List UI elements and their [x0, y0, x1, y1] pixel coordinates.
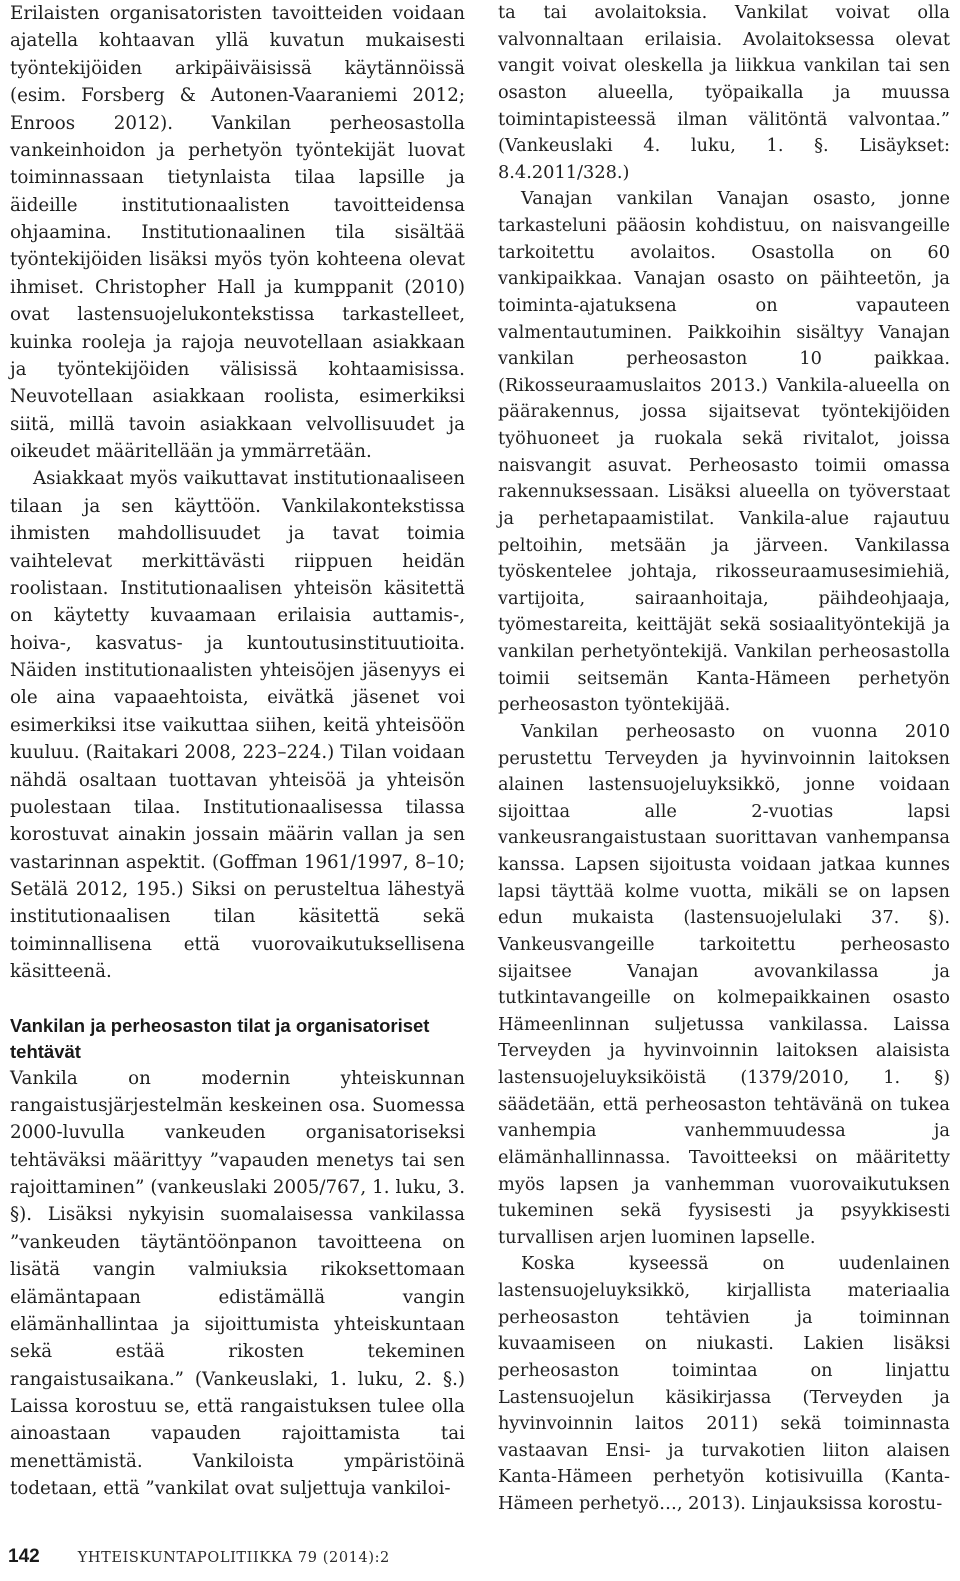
journal-name: YHTEISKUNTAPOLITIIKKA 79 (2014):2 [77, 1550, 390, 1566]
section-heading: Vankilan ja perheosaston tilat ja organisatoriset tehtävät [10, 1014, 430, 1062]
page-footer [8, 1546, 390, 1576]
right-column [498, 0, 950, 1518]
body-paragraph: Vankila on modernin yhteiskunnan rangaistusjärjestelmän keskeinen osa. Suomessa 2000-luvulla vankeuden organisatoriseksi tehtäväksi määrittyy ”vapauden menetys tai sen rajoittaminen” (vankeuslaki 2005/767, 1. luku, 3. §). Lisäksi nykyisin suomalaisessa vankilassa ”vankeuden täytäntöönpanon tavoitteena on lisätä vangin valmiuksia rikoksettomaan elämäntapaan edistämällä vangin elämänhallintaa ja sijoittumista yhteiskuntaan sekä estää rikosten tekeminen rangaistusaikana.” (Vankeuslaki, 1. luku, 2. §.) Laissa korostuu se, että rangaistuksen tulee olla ainoastaan vapauden rajoittamista tai menettämistä. Vankiloista ympäristöinä todetaan, että ”vankilat ovat suljettuja vankiloi- [10, 1067, 465, 1500]
body-paragraph: Koska kyseessä on uudenlainen lastensuojeluyksikkö, kirjallista materiaalia perheosaston tehtävien ja toiminnan kuvaamiseen on niukasti. Lakien lisäksi perheosaston toimintaa on linjattu Lastensuojelun käsikirjassa (Terveyden ja hyvinvoinnin laitos 2011) sekä toiminnasta vastaavan Ensi- ja turvakotien liiton alaisen Kanta-Hämeen perhetyön kotisivuilla (Kanta-Hämeen perhetyö…, 2013). Linjauksissa korostu- [498, 1254, 950, 1514]
left-column [10, 0, 465, 1503]
body-paragraph: Vanajan vankilan Vanajan osasto, jonne tarkasteluni pääosin kohdistuu, on naisvangeille tarkoitettu avolaitos. Osastolla on 60 vankipaikkaa. Vanajan osasto on päihteetön, ja toiminta-ajatuksena on vapauteen valmentautuminen. Paikkoihin sisältyy Vanajan vankilan perheosaston 10 paikkaa. (Rikosseuraamuslaitos 2013.) Vankila-alueella on päärakennus, jossa sijaitsevat työntekijöiden työhuoneet ja ruokala sekä rivitalot, joissa naisvangit asuvat. Perheosasto toimii omassa rakennuksessaan. Lisäksi alueella on työverstaat ja perhetapaamistilat. Vankila-alue rajautuu peltoihin, metsään ja järveen. Vankilassa työskentelee johtaja, rikosseuraamusesimiehiä, vartijoita, sairaanhoitaja, päihdeohjaaja, työmestareita, keittäjät sekä sosiaalityöntekijä ja vankilan perhetyöntekijä. Vankilan perheosastolla toimii seitsemän Kanta-Hämeen perhetyön perheosaston työntekijää. [498, 189, 950, 716]
body-paragraph: Erilaisten organisatoristen tavoitteiden voidaan ajatella kohtaavan yllä kuvatun mukaisesti työntekijöiden arkipäiväisissä käytännöissä (esim. Forsberg & Autonen-Vaaraniemi 2012; Enroos 2012). Vankilan perheosastolla vankeinhoidon ja perhetyön työntekijät luovat toiminnassaan tietynlaista tilaa lapsille ja äideille institutionaalisten tavoitteidensa ohjaamina. Institutionaalinen tila sisältää työntekijöiden lisäksi myös työn kohteena olevat ihmiset. Christopher Hall ja kumppanit (2010) ovat lastensuojelukontekstissa tarkastelleet, kuinka rooleja ja rajoja neuvotellaan asiakkaan ja työntekijöiden välisissä kohtaamisissa. Neuvotellaan asiakkaan roolista, esimerkiksi siitä, millä tavoin asiakkaan velvollisuudet ja oikeudet määritellään ja ymmärretään. [10, 3, 465, 462]
page-number: 142 [8, 1546, 40, 1567]
body-paragraph: Vankilan perheosasto on vuonna 2010 perustettu Terveyden ja hyvinvoinnin laitoksen alainen lastensuojeluyksikkö, jonne voidaan sijoittaa alle 2-vuotias lapsi vankeusrangaistustaan suorittavan vanhempansa kanssa. Lapsen sijoitusta voidaan jatkaa kunnes lapsi täyttää kolme vuotta, mikäli se on lapsen edun mukaista (lastensuojelulaki 37. §). Vankeusvangeille tarkoitettu perheosasto sijaitsee Vanajan avovankilassa ja tutkintavangeille on kolmepaikkainen osasto Hämeenlinnan suljetussa vankilassa. Laissa Terveyden ja hyvinvoinnin laitoksen alaisista lastensuojeluyksiköistä (1379/2010, 1. §) säädetään, että perheosaston tehtävänä on tukea vanhempia vanhemmuudessa ja elämänhallinnassa. Tavoitteeksi on määritetty myös lapsen ja vanhemman vuorovaikutuksen tukeminen sekä fyysisesti ja psyykkisesti turvallisen arjen luominen lapselle. [498, 721, 950, 1248]
body-paragraph: ta tai avolaitoksia. Vankilat voivat olla valvonnaltaan erilaisia. Avolaitoksessa olevat vangit voivat oleskella ja liikkua vankilan tai sen osaston alueella, työpaikalla ja muussa toimintapisteessä ilman välitöntä valvontaa.” (Vankeuslaki 4. luku, 1. §. Lisäykset: 8.4.2011/328.) [498, 3, 950, 183]
body-paragraph: Asiakkaat myös vaikuttavat institutionaaliseen tilaan ja sen käyttöön. Vankilakontekstissa ihmisten mahdollisuudet ja tavat toimia vaihtelevat merkittävästi riippuen heidän roolistaan. Institutionaalisen yhteisön käsitettä on käytetty kuvaamaan erilaisia auttamis-, hoiva-, kasvatus- ja kuntoutusinstituutioita. Näiden institutionaalisten yhteisöjen jäsenyys ei ole aina vapaaehtoista, eivätkä jäsenet voi esimerkiksi itse vaikuttaa siihen, keitä yhteisöön kuuluu. (Raitakari 2008, 223–224.) Tilan voidaan nähdä osaltaan tuottavan yhteisöä ja yhteisön puolestaan tilaa. Institutionaalisessa tilassa korostuvat ainakin jossain määrin vallan ja sen vastarinnan aspektit. (Goffman 1961/1997, 8–10; Setälä 2012, 195.) Siksi on perusteltua lähestyä institutionaalisen tilan käsitettä sekä toiminnallisena että vuorovaikutuksellisena käsitteenä. [10, 468, 465, 983]
